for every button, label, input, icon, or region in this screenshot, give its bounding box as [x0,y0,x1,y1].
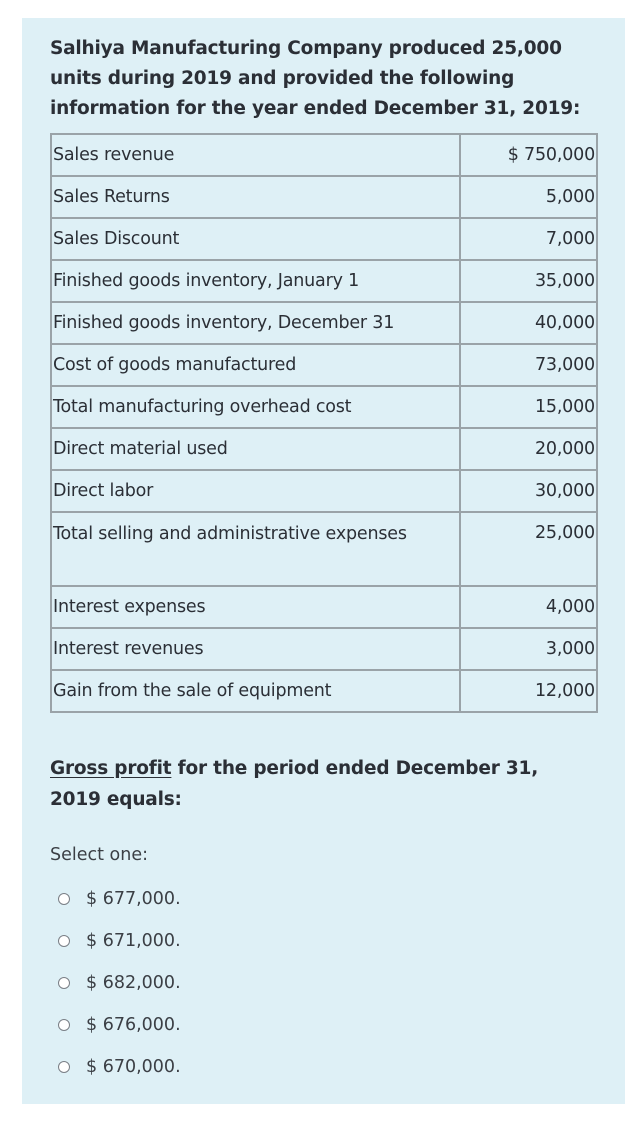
answer-option[interactable] [58,962,458,1004]
row-value: 73,000 [460,344,597,386]
radio-button[interactable] [58,1019,70,1031]
question-prompt [50,753,590,815]
row-value: 25,000 [460,512,597,586]
table-row [51,176,597,218]
row-value: 40,000 [460,302,597,344]
row-label: Cost of goods manufactured [51,344,460,386]
row-label: Total manufacturing overhead cost [51,386,460,428]
row-label: Interest expenses [51,586,460,628]
radio-button[interactable] [58,977,70,989]
row-label: Direct labor [51,470,460,512]
table-row [51,386,597,428]
radio-button[interactable] [58,893,70,905]
table-row [51,260,597,302]
table-row [51,586,597,628]
row-label: Total selling and administrative expenses [51,512,460,586]
row-value: 5,000 [460,176,597,218]
answer-option[interactable] [58,920,458,962]
table-row [51,218,597,260]
table-row [51,512,597,586]
answer-option[interactable] [58,1046,458,1088]
row-value: 3,000 [460,628,597,670]
table-row [51,134,597,176]
row-value: $ 750,000 [460,134,597,176]
row-value: 35,000 [460,260,597,302]
select-one-label: Select one: [50,845,149,865]
row-value: 7,000 [460,218,597,260]
radio-button[interactable] [58,1061,70,1073]
row-label: Gain from the sale of equipment [51,670,460,712]
table-row [51,628,597,670]
row-label: Sales Returns [51,176,460,218]
option-label[interactable]: $ 677,000. [86,889,181,909]
row-value: 20,000 [460,428,597,470]
option-label[interactable]: $ 676,000. [86,1015,181,1035]
table-row [51,302,597,344]
question-panel [22,18,625,1104]
answer-option[interactable] [58,1004,458,1046]
question-term: Gross profit [50,758,172,779]
row-value: 15,000 [460,386,597,428]
answer-options [58,878,458,1088]
option-label[interactable]: $ 671,000. [86,931,181,951]
row-value: 12,000 [460,670,597,712]
table-row [51,428,597,470]
row-label: Finished goods inventory, December 31 [51,302,460,344]
row-label: Interest revenues [51,628,460,670]
question-intro: Salhiya Manufacturing Company produced 25,000 units during 2019 and provided the following information for the year ended December 31, 2019: [50,38,581,119]
row-label: Sales revenue [51,134,460,176]
table-row [51,470,597,512]
answer-option[interactable] [58,878,458,920]
question-text: for the period ended December 31, 2019 equals: [50,758,539,810]
data-table [50,133,598,713]
radio-button[interactable] [58,935,70,947]
row-value: 30,000 [460,470,597,512]
option-label[interactable]: $ 670,000. [86,1057,181,1077]
row-label: Direct material used [51,428,460,470]
row-label: Sales Discount [51,218,460,260]
row-label: Finished goods inventory, January 1 [51,260,460,302]
option-label[interactable]: $ 682,000. [86,973,181,993]
table-row [51,670,597,712]
row-value: 4,000 [460,586,597,628]
table-row [51,344,597,386]
